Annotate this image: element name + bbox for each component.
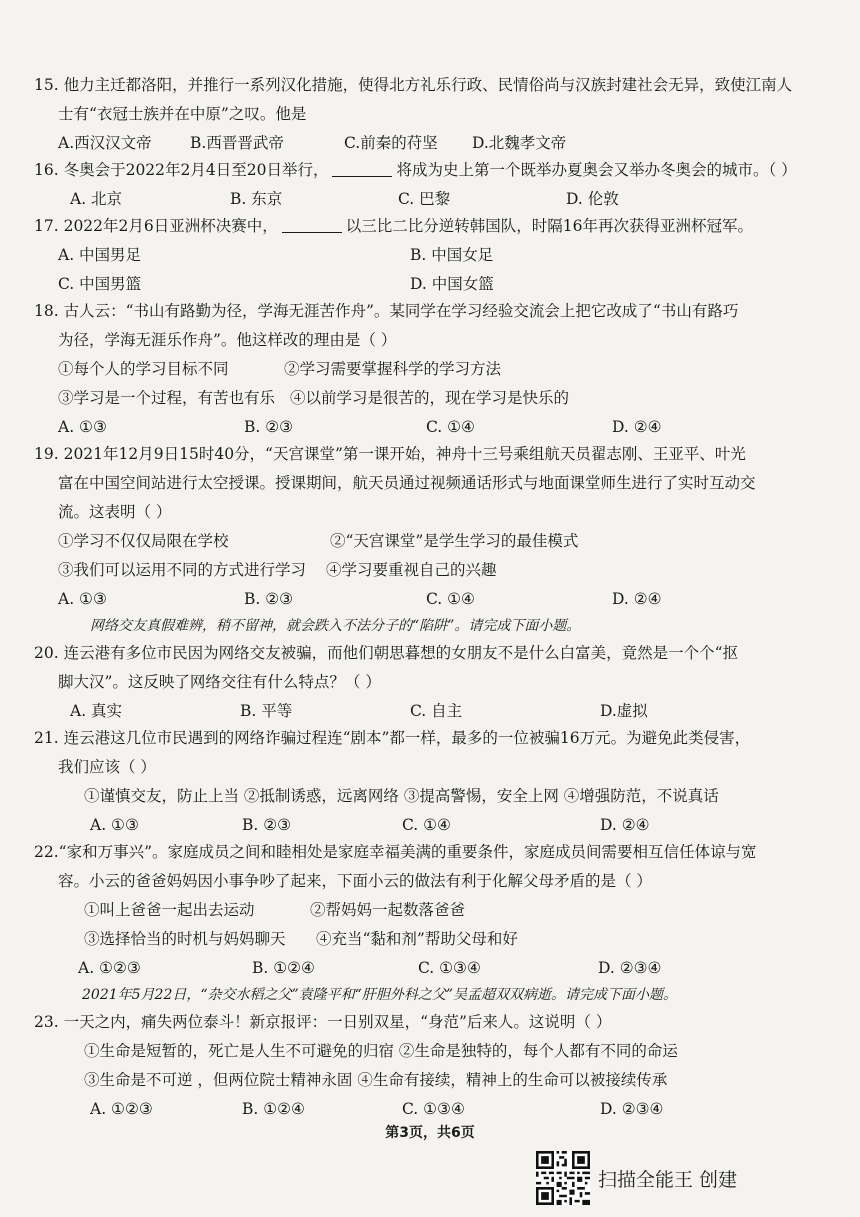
q18-option-d[interactable]: D. ②④	[612, 418, 662, 436]
q21-line1: 21. 连云港这几位市民遇到的网络诈骗过程连“剧本”都一样，最多的一位被骗16万元。为避免此类侵害，	[34, 729, 751, 747]
q15-option-d[interactable]: D.北魏孝文帝	[472, 134, 567, 152]
q23-options	[90, 1096, 810, 1122]
q16-stem-post: 将成为史上第一个既举办夏奥会又举办冬奥会的城市。（ ）	[396, 161, 797, 179]
q22-option-d[interactable]: D. ②③④	[598, 959, 662, 977]
q17-options-row1	[58, 242, 778, 268]
q20-option-a[interactable]: A. 真实	[70, 702, 123, 720]
q23-items-row2: ③生命是不可逆 ，但两位院士精神永固 ④生命有接续，精神上的生命可以被接续传承	[84, 1071, 668, 1089]
q17-option-c[interactable]: C. 中国男篮	[58, 275, 142, 293]
q22-line2: 容。小云的爸爸妈妈因小事争吵了起来，下面小云的做法有利于化解父母矛盾的是（ ）	[58, 872, 652, 890]
q19-item-2: ②“天宫课堂”是学生学习的最佳模式	[330, 532, 579, 550]
q19-line2: 富在中国空间站进行太空授课。授课期间，航天员通过视频通话形式与地面课堂师生进行了实时互动交	[58, 474, 756, 492]
section-note-2: 2021年5月22日，“杂交水稻之父”袁隆平和“肝胆外科之父”吴孟超双双病逝。请完成下面小题。	[82, 987, 677, 1003]
q19-option-c[interactable]: C. ①④	[426, 590, 475, 608]
q21-option-c[interactable]: C. ①④	[402, 816, 451, 834]
q19-items-row1	[58, 528, 778, 554]
q19-item-1: ①学习不仅仅局限在学校	[58, 532, 229, 550]
q18-line2: 为径，学海无涯乐作舟”。他这样改的理由是（ ）	[58, 331, 397, 349]
scanner-watermark	[536, 1150, 737, 1206]
scanner-label: 扫描全能王 创建	[598, 1168, 738, 1191]
q18-item-1: ①每个人的学习目标不同	[58, 360, 229, 378]
q19-line1: 19. 2021年12月9日15时40分，“天宫课堂”第一课开始，神舟十三号乘组航天员翟志刚、王亚平、叶光	[34, 445, 746, 463]
q19-options	[58, 586, 778, 612]
q15-option-b[interactable]: B.西晋晋武帝	[190, 134, 284, 152]
q23-option-a[interactable]: A. ①②③	[90, 1100, 153, 1118]
q19-item-4: ④学习要重视自己的兴趣	[326, 561, 497, 579]
q15-line2: 士有“衣冠士族并在中原”之叹。他是	[58, 105, 307, 123]
q18-item-2: ②学习需要掌握科学的学习方法	[284, 360, 502, 378]
q23-option-d[interactable]: D. ②③④	[600, 1100, 664, 1118]
page-number: 第3页，共6页	[385, 1125, 475, 1141]
q18-option-a[interactable]: A. ①③	[58, 418, 107, 436]
q22-item-3: ③选择恰当的时机与妈妈聊天	[84, 930, 286, 948]
q17-stem-post: 以三比二比分逆转韩国队，时隔16年再次获得亚洲杯冠军。	[345, 217, 753, 235]
q22-options	[78, 955, 798, 981]
q19-option-a[interactable]: A. ①③	[58, 590, 107, 608]
q19-line3: 流。这表明（ ）	[58, 503, 172, 521]
q15-options	[58, 130, 818, 156]
q18-item-3: ③学习是一个过程，有苦也有乐	[58, 389, 276, 407]
q18-line1: 18. 古人云：“书山有路勤为径，学海无涯苦作舟”。某同学在学习经验交流会上把它改成了“书山有路巧	[34, 302, 739, 320]
q22-item-2: ②帮妈妈一起数落爸爸	[310, 901, 466, 919]
q19-item-3: ③我们可以运用不同的方式进行学习	[58, 561, 307, 579]
q17-option-d[interactable]: D. 中国女篮	[410, 275, 494, 293]
section-note-1: 网络交友真假难辨，稍不留神，就会跌入不法分子的“陷阱”。请完成下面小题。	[90, 618, 581, 634]
q22-item-1: ①叫上爸爸一起出去运动	[84, 901, 255, 919]
q22-item-4: ④充当“黏和剂”帮助父母和好	[316, 930, 518, 948]
q15-line1: 15. 他力主迁都洛阳，并推行一系列汉化措施，使得北方礼乐行政、民情俗尚与汉族封建社会无异，致使江南人	[34, 76, 793, 94]
q18-items-row1	[58, 356, 778, 382]
q16-option-a[interactable]: A. 北京	[70, 190, 123, 208]
q17-option-a[interactable]: A. 中国男足	[58, 246, 142, 264]
q22-option-c[interactable]: C. ①③④	[418, 959, 481, 977]
q15-option-c[interactable]: C.前秦的苻坚	[344, 134, 438, 152]
q22-option-a[interactable]: A. ①②③	[78, 959, 141, 977]
q16-stem	[34, 157, 797, 183]
q20-line1: 20. 连云港有多位市民因为网络交友被骗，而他们朝思暮想的女朋友不是什么白富美，竟然是一个个“抠	[34, 644, 739, 662]
q21-line2: 我们应该（ ）	[58, 758, 156, 776]
q22-option-b[interactable]: B. ①②④	[252, 959, 315, 977]
q22-line1: 22.“家和万事兴”。家庭成员之间和睦相处是家庭幸福美满的重要条件，家庭成员间需要相互信任体谅与宽	[34, 843, 757, 861]
q16-option-c[interactable]: C. 巴黎	[398, 190, 451, 208]
q21-option-a[interactable]: A. ①③	[90, 816, 139, 834]
q19-items-row2	[58, 557, 778, 583]
q16-stem-pre: 16. 冬奥会于2022年2月4日至20日举行，	[34, 161, 329, 179]
q17-stem	[34, 213, 753, 239]
q18-options	[58, 414, 778, 440]
q16-options	[70, 186, 790, 212]
q16-blank	[332, 160, 392, 177]
q16-option-b[interactable]: B. 东京	[230, 190, 283, 208]
q16-option-d[interactable]: D. 伦敦	[566, 190, 619, 208]
q20-option-c[interactable]: C. 自主	[410, 702, 463, 720]
q17-blank	[282, 216, 342, 233]
q17-stem-pre: 17. 2022年2月6日亚洲杯决赛中，	[34, 217, 278, 235]
qr-code-icon	[536, 1151, 590, 1205]
q18-items-row2	[58, 385, 778, 411]
q21-option-b[interactable]: B. ②③	[242, 816, 292, 834]
q19-option-d[interactable]: D. ②④	[612, 590, 662, 608]
q20-option-d[interactable]: D.虚拟	[600, 702, 648, 720]
q21-option-d[interactable]: D. ②④	[600, 816, 650, 834]
q22-items-row2	[84, 926, 804, 952]
q18-option-b[interactable]: B. ②③	[244, 418, 294, 436]
q23-items-row1: ①生命是短暂的，死亡是人生不可避免的归宿 ②生命是独特的，每个人都有不同的命运	[84, 1042, 678, 1060]
q20-option-b[interactable]: B. 平等	[240, 702, 293, 720]
q17-option-b[interactable]: B. 中国女足	[410, 246, 494, 264]
q20-line2: 脚大汉”。这反映了网络交往有什么特点？（ ）	[58, 673, 381, 691]
q21-options	[90, 812, 810, 838]
q23-line1: 23. 一天之内，痛失两位泰斗！新京报评：一日别双星，“身范”后来人。这说明（ ）	[34, 1013, 612, 1031]
q22-items-row1	[84, 897, 804, 923]
q21-items: ①谨慎交友，防止上当 ②抵制诱惑，远离网络 ③提高警惕，安全上网 ④增强防范，不说真话	[84, 787, 719, 805]
q19-option-b[interactable]: B. ②③	[244, 590, 294, 608]
q23-option-b[interactable]: B. ①②④	[242, 1100, 305, 1118]
q20-options	[70, 698, 790, 724]
q18-item-4: ④以前学习是很苦的，现在学习是快乐的	[290, 389, 570, 407]
q17-options-row2	[58, 271, 778, 297]
q18-option-c[interactable]: C. ①④	[426, 418, 475, 436]
q15-option-a[interactable]: A.西汉汉文帝	[58, 134, 152, 152]
q23-option-c[interactable]: C. ①③④	[402, 1100, 465, 1118]
